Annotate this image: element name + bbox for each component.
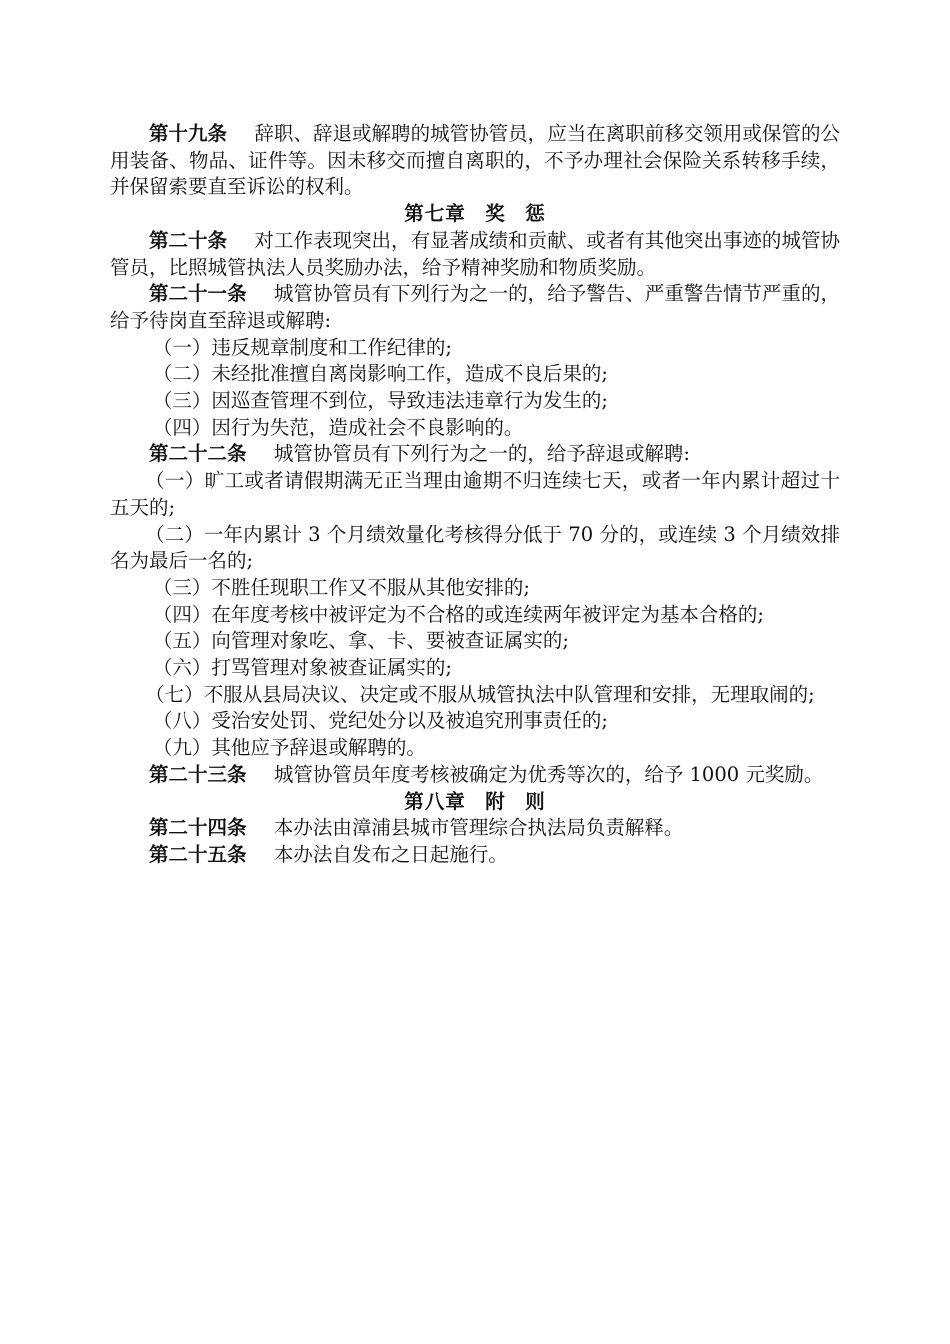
list-item: （四）因行为失范，造成社会不良影响的。: [152, 415, 524, 439]
chapter-label: 第七章: [404, 202, 466, 226]
list-item: （六）打骂管理对象被查证属实的;: [152, 656, 452, 680]
article-number: 第二十四条: [149, 816, 247, 840]
article-text: 辞职、辞退或解聘的城管协管员，应当在离职前移交领用或保管的公用装备、物品、证件等。因未移交而擅自离职的，不予办理社会保险关系转移手续，并保留索要直至诉讼的权利。: [110, 122, 840, 199]
article-19: [110, 121, 840, 201]
list-item: （一）违反规章制度和工作纪律的;: [152, 335, 452, 359]
document-page: [110, 121, 840, 869]
article-text: 城管协管员有下列行为之一的，给予辞退或解聘:: [273, 442, 690, 466]
list-item: （四）在年度考核中被评定为不合格的或连续两年被评定为基本合格的;: [152, 602, 764, 626]
chapter-title-1: 附: [485, 789, 506, 813]
article-text: 城管协管员有下列行为之一的，给予警告、严重警告情节严重的，给予待岗直至辞退或解聘:: [110, 282, 840, 332]
list-item: （三）不胜任现职工作又不服从其他安排的;: [152, 575, 530, 599]
chapter-title-1: 奖: [485, 202, 506, 226]
list-item: （五）向管理对象吃、拿、卡、要被查证属实的;: [152, 629, 569, 653]
article-number: 第十九条: [149, 122, 228, 145]
article-text: 本办法自发布之日起施行。: [273, 842, 508, 866]
article-number: 第二十二条: [149, 442, 247, 466]
list-item: （三）因巡查管理不到位，导致违法违章行为发生的;: [152, 389, 608, 413]
article-23: [110, 762, 840, 789]
chapter-title-2: 惩: [525, 202, 546, 226]
chapter-7-heading: [110, 201, 840, 228]
article-number: 第二十一条: [149, 282, 247, 306]
article-24: [110, 815, 840, 842]
article-number: 第二十三条: [149, 762, 247, 786]
article-20: [110, 228, 840, 281]
article-number: 第二十条: [149, 228, 228, 252]
article-25: [110, 842, 840, 869]
chapter-8-heading: [110, 789, 840, 816]
list-item: （二）一年内累计 3 个月绩效量化考核得分低于 70 分的，或连续 3 个月绩效排名为最后一名的;: [110, 522, 840, 573]
list-item: （九）其他应予辞退或解聘的。: [152, 736, 426, 760]
article-21: [110, 281, 840, 334]
list-item: （一）旷工或者请假期满无正当理由逾期不归连续七天，或者一年内累计超过十五天的;: [110, 469, 840, 519]
article-number: 第二十五条: [149, 842, 247, 866]
list-item: （二）未经批准擅自离岗影响工作，造成不良后果的;: [152, 362, 608, 386]
article-text: 对工作表现突出，有显著成绩和贡献、或者有其他突出事迹的城管协管员，比照城管执法人员奖励办法，给予精神奖励和物质奖励。: [110, 228, 840, 279]
chapter-title-2: 则: [525, 789, 546, 813]
list-item: （七）不服从县局决议、决定或不服从城管执法中队管理和安排，无理取闹的;: [145, 682, 815, 706]
article-text: 本办法由漳浦县城市管理综合执法局负责解释。: [273, 816, 684, 840]
chapter-label: 第八章: [404, 789, 466, 813]
list-item: （八）受治安处罚、党纪处分以及被追究刑事责任的;: [152, 709, 608, 733]
article-22: [110, 441, 840, 468]
article-text: 城管协管员年度考核被确定为优秀等次的，给予 1000 元奖励。: [273, 762, 824, 786]
